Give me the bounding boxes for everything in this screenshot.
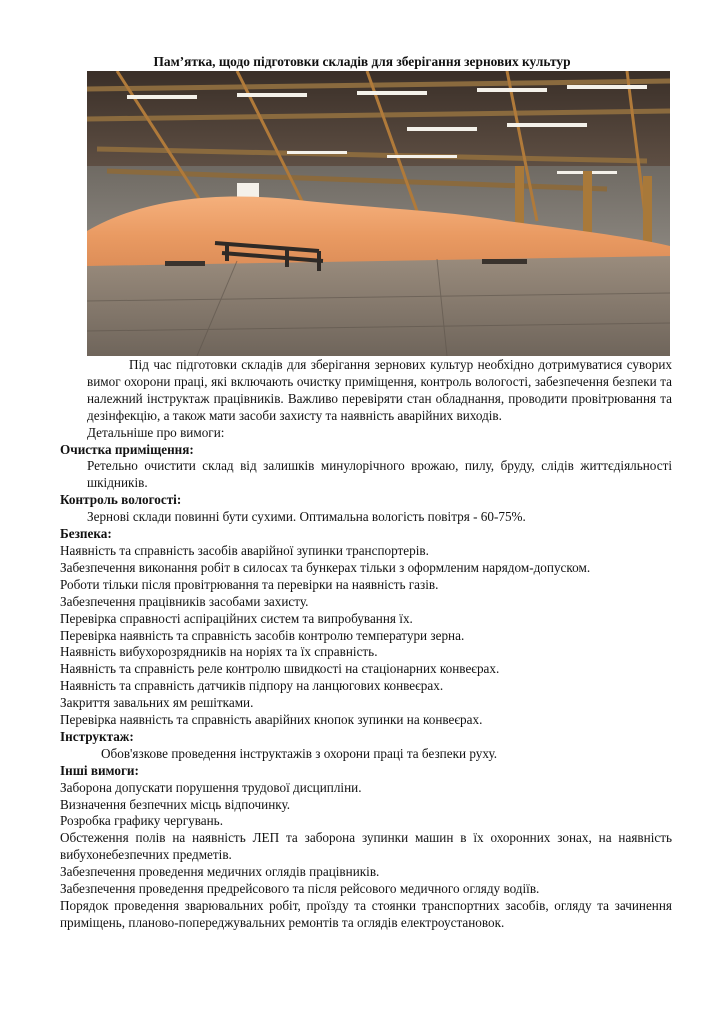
intro-paragraph: Під час підготовки складів для зберігання зернових культур необхідно дотримуватися суворих вимог охорони праці, які включають очистку приміщення, контроль вологості, забезпечення безпеки та належний інструктаж працівників. Важливо перевіряти стан обладнання, проводити провітрювання та дезінфекцію, а також мати засоби захисту та наявність аварійних виходів. — [87, 357, 672, 423]
other-heading: Інші вимоги: — [60, 762, 139, 778]
safety-item: Забезпечення працівників засобами захисту. — [60, 593, 309, 609]
other-item: Порядок проведення зварювальних робіт, проїзду та стоянки транспортних засобів, огляду та зачинення приміщень, планово-попереджувальних ремонтів та оглядів електроустановок. — [60, 898, 672, 930]
other-item: Забезпечення проведення медичних оглядів працівників. — [60, 864, 380, 880]
cleaning-text: Ретельно очистити склад від залишків минулорічного врожаю, пилу, бруду, слідів життєдіяльності шкідників. — [87, 458, 672, 491]
safety-item: Перевірка наявність та справність аварійних кнопок зупинки на конвеєрах. — [60, 712, 483, 728]
other-item: Визначення безпечних місць відпочинку. — [60, 796, 291, 812]
safety-item: Перевірка наявність та справність засобів контролю температури зерна. — [60, 627, 465, 643]
safety-item: Наявність та справність датчиків підпору на ланцюгових конвеєрах. — [60, 678, 444, 694]
other-item: Забезпечення проведення предрейсового та після рейсового медичного огляду водіїв. — [60, 881, 540, 897]
details-label: Детальніше про вимоги: — [87, 424, 225, 440]
safety-item: Закриття завальних ям решітками. — [60, 695, 254, 711]
document-title: Пам’ятка, щодо підготовки складів для зберігання зернових культур — [153, 54, 571, 69]
safety-item: Забезпечення виконання робіт в силосах та бункерах тільки з оформленим нарядом-допуском. — [60, 559, 591, 575]
other-item: Розробка графику чергувань. — [60, 813, 223, 829]
document-body — [60, 357, 672, 932]
safety-item: Роботи тільки після провітрювання та перевірки на наявність газів. — [60, 576, 439, 592]
safety-item: Наявність та справність засобів аварійної зупинки транспортерів. — [60, 542, 429, 558]
safety-item: Перевірка справності аспіраційних систем та випробування їх. — [60, 610, 413, 626]
safety-heading: Безпека: — [60, 526, 112, 542]
safety-item: Наявність та справність реле контролю швидкості на стаціонарних конвеєрах. — [60, 661, 500, 677]
instruction-text: Обов'язкове проведення інструктажів з охорони праці та безпеки руху. — [101, 745, 498, 761]
other-item: Обстеження полів на наявність ЛЕП та заборона зупинки машин в їх охоронних зонах, на наявність вибухонебезпечних предметів. — [60, 830, 672, 863]
safety-item: Наявність вибухорозрядників на норіях та їх справність. — [60, 644, 378, 660]
warehouse-grain-photo — [87, 71, 670, 356]
humidity-text: Зернові склади повинні бути сухими. Оптимальна вологість повітря - 60-75%. — [87, 509, 526, 525]
cleaning-heading: Очистка приміщення: — [60, 441, 194, 457]
other-item: Заборона допускати порушення трудової дисципліни. — [60, 779, 362, 795]
humidity-heading: Контроль вологості: — [60, 492, 182, 508]
instruction-heading: Інструктаж: — [60, 728, 134, 744]
